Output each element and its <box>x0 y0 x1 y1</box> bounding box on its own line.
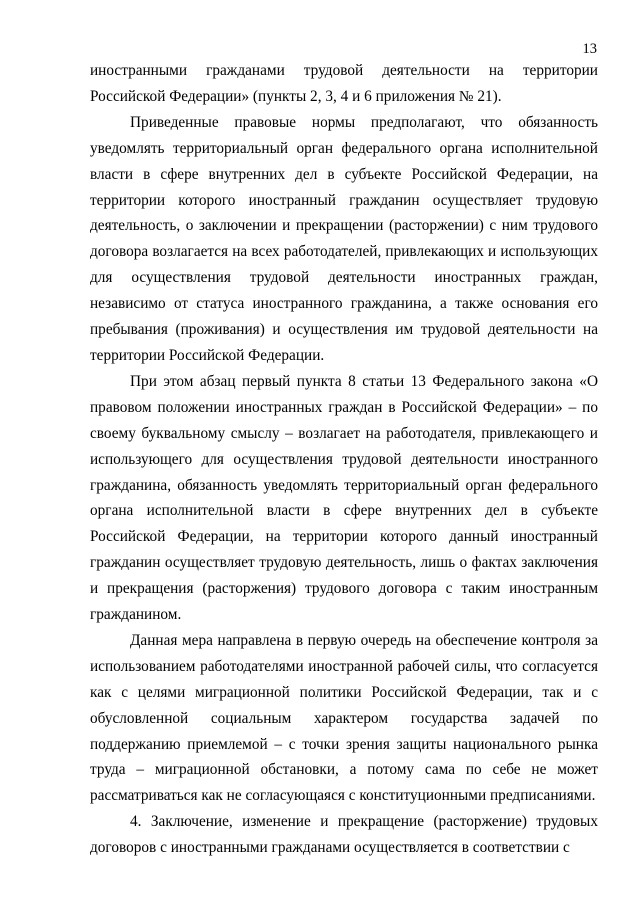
paragraph-article-13: При этом абзац первый пункта 8 статьи 13 Федерального закона «О правовом положении иностранных граждан в Российской Федерации» – по своему буквальному смыслу – возлагает на работодателя, привлекающего и использующего для осуществления трудовой деятельности иностранного гражданина, обязанность уведомлять территориальный орган федерального органа исполнительной власти в сфере внутренних дел в субъекте Российской Федерации, на территории которого данный иностранный гражданин осуществляет трудовую деятельность, лишь о фактах заключения и прекращения (расторжения) трудового договора с таким иностранным гражданином. <box>90 372 598 624</box>
paragraph-section-4: 4. Заключение, изменение и прекращение (расторжение) трудовых договоров с иностранными гражданами осуществляется в соответствии с <box>90 813 598 857</box>
document-body <box>90 58 598 861</box>
paragraph-continuation: иностранными гражданами трудовой деятельности на территории Российской Федерации» (пункты 2, 3, 4 и 6 приложения № 21). <box>90 62 598 105</box>
paragraph-measure-purpose: Данная мера направлена в первую очередь на обеспечение контроля за использованием работодателями иностранной рабочей силы, что согласуется как с целями миграционной политики Российской Федерации, так и с обусловленной социальным характером государства задачей по поддержанию приемлемой – с точки зрения защиты национального рынка труда – миграционной обстановки, а потому сама по себе не может рассматриваться как не согласующаяся с конституционными предписаниями. <box>90 631 598 805</box>
paragraph-legal-norms: Приведенные правовые нормы предполагают, что обязанность уведомлять территориальный орган федерального органа исполнительной власти в сфере внутренних дел в субъекте Российской Федерации, на территории которого иностранный гражданин осуществляет трудовую деятельность, о заключении и прекращении (расторжении) с ним трудового договора возлагается на всех работодателей, привлекающих и использующих для осуществления трудовой деятельности иностранных граждан, независимо от статуса иностранного гражданина, а также основания его пребывания (проживания) и осуществления им трудовой деятельности на территории Российской Федерации. <box>90 113 598 364</box>
page-number: 13 <box>582 41 597 57</box>
